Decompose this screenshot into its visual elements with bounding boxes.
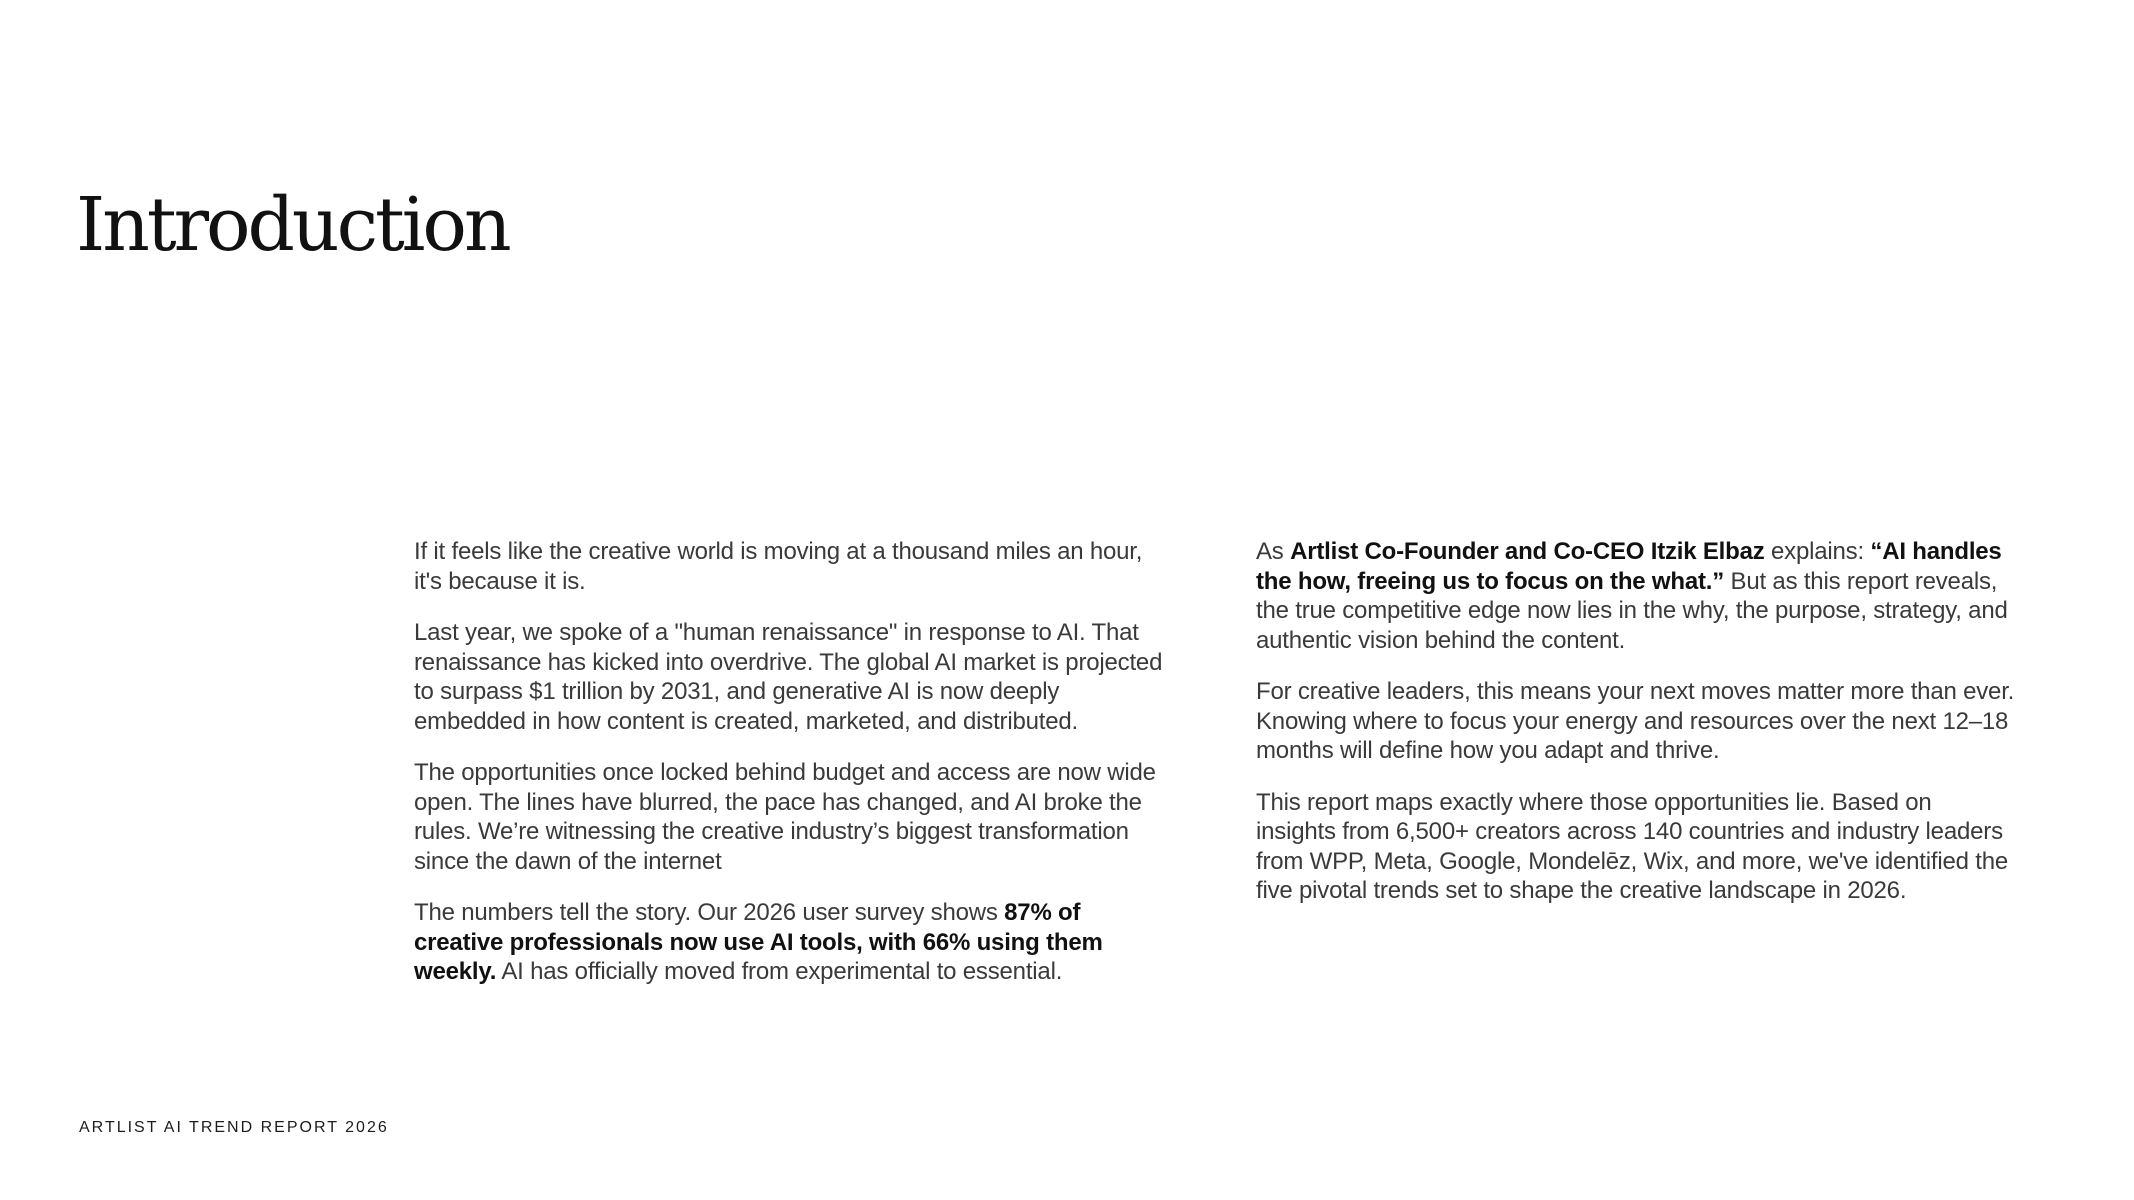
survey-stat-highlight: 87% of creative professionals now use AI tools, with 66% using them weekly. <box>414 899 1103 985</box>
intro-paragraph-5 <box>1256 537 2016 655</box>
quote-followup-text: But as this report reveals, the true competitive edge now lies in the why, the purpose, strategy, and authentic vision behind the content. <box>1256 567 2008 654</box>
report-footer-label: ARTLIST AI TREND REPORT 2026 <box>79 1119 389 1136</box>
intro-paragraph-3: The opportunities once locked behind budget and access are now wide open. The lines have blurred, the pace has changed, and AI broke the rules. We’re witnessing the creative industry’s biggest transformation since the dawn of the internet <box>414 759 1156 875</box>
intro-paragraph-7: This report maps exactly where those opportunities lie. Based on insights from 6,500+ creators across 140 countries and industry leaders from WPP, Meta, Google, Mondelēz, Wix, and more, we've identified the five pivotal trends set to shape the creative landscape in 2026. <box>1256 788 2009 904</box>
intro-left-column <box>414 537 1164 1009</box>
intro-right-column <box>1256 537 2016 928</box>
intro-paragraph-1: If it feels like the creative world is moving at a thousand miles an hour, it's because it is. <box>414 538 1143 595</box>
intro-paragraph-6: For creative leaders, this means your next moves matter more than ever. Knowing where to focus your energy and resources over the next 12–18 months will define how you adapt and thrive. <box>1256 678 2015 764</box>
page-title: Introduction <box>76 182 509 268</box>
intro-paragraph-2: Last year, we spoke of a "human renaissance" in response to AI. That renaissance has kicked into overdrive. The global AI market is projected to surpass $1 trillion by 2031, and generative AI is now deeply embedded in how content is created, marketed, and distributed. <box>414 619 1163 735</box>
ceo-quote-highlight: “AI handles the how, freeing us to focus on the what.” <box>1256 538 2002 595</box>
quote-explains-text: explains: <box>1764 538 1871 565</box>
survey-intro-text: The numbers tell the story. Our 2026 user survey shows <box>414 899 1005 926</box>
ceo-name-highlight: Artlist Co-Founder and Co-CEO Itzik Elbaz <box>1290 538 1765 565</box>
quote-lead-text: As <box>1256 538 1291 565</box>
intro-paragraph-4 <box>414 898 1164 987</box>
survey-conclusion-text: AI has officially moved from experimental to essential. <box>496 958 1063 985</box>
